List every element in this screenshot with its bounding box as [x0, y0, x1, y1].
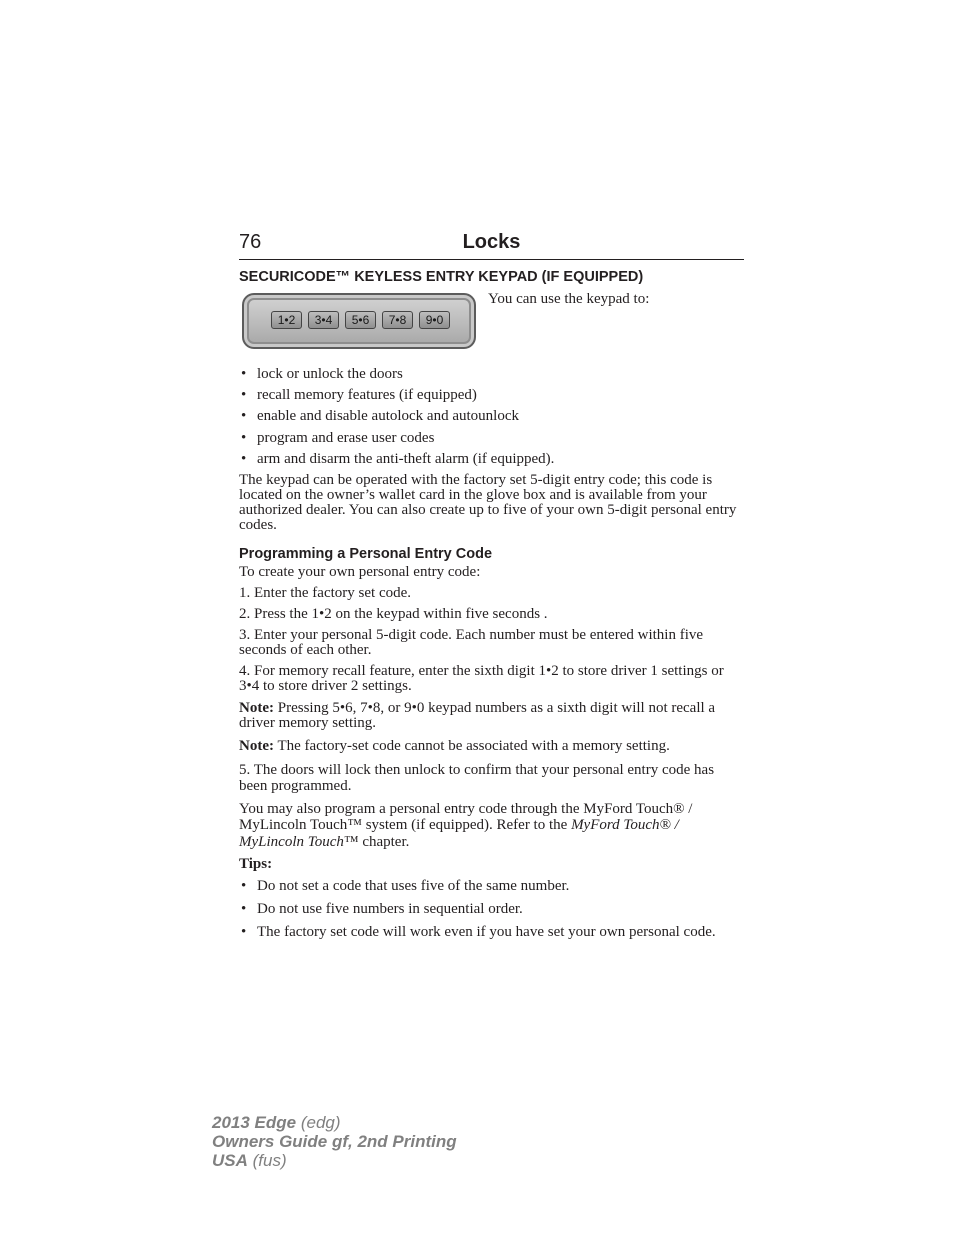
chapter-title: Locks: [462, 231, 521, 253]
myford-text: You may also program a personal entry code through the MyFord Touch® / MyLincoln Touch™ system (if equipped). Refer to the: [239, 800, 693, 834]
footer-market: USA: [212, 1151, 248, 1170]
list-item: • recall memory features (if equipped): [239, 388, 744, 403]
keypad-key: 5•6: [345, 311, 376, 329]
step-1: 1. Enter the factory set code.: [239, 584, 412, 601]
list-item: • enable and disable autolock and autounlock: [239, 409, 744, 424]
footer-model: 2013 Edge: [212, 1113, 297, 1132]
programming-lead: To create your own personal entry code:: [239, 563, 481, 580]
keypad-uses-list: [239, 367, 744, 467]
list-item: • Do not set a code that uses five of the same number.: [239, 879, 744, 894]
list-item: • program and erase user codes: [239, 431, 744, 446]
page-footer: [212, 1113, 457, 1170]
note-label: Note:: [239, 699, 274, 716]
step-5: 5. The doors will lock then unlock to confirm that your personal entry code has been programmed.: [239, 761, 715, 795]
list-item: • The factory set code will work even if you have set your own personal code.: [239, 925, 744, 940]
keypad-key: 1•2: [271, 311, 302, 329]
keypad-intro-block: [239, 290, 744, 366]
tips-list: [239, 879, 744, 940]
note-text: The factory-set code cannot be associated with a memory setting.: [273, 737, 670, 754]
step-3: 3. Enter your personal 5-digit code. Each number must be entered within five seconds of each other.: [239, 626, 704, 658]
keypad-key: 3•4: [308, 311, 339, 329]
step-2: 2. Press the 1•2 on the keypad within five seconds .: [239, 605, 548, 622]
manual-page: [239, 228, 744, 948]
myford-paragraph: [239, 801, 744, 851]
keypad-illustration: [242, 293, 476, 349]
footer-guide: Owners Guide gf, 2nd Printing: [212, 1132, 457, 1151]
note-1: [239, 701, 744, 731]
step-4: 4. For memory recall feature, enter the sixth digit 1•2 to store driver 1 settings or 3•4 to store driver 2 settings.: [239, 662, 724, 694]
page-header: [239, 228, 744, 260]
list-item: • Do not use five numbers in sequential order.: [239, 902, 744, 917]
note-label: Note:: [239, 737, 274, 754]
footer-line: [212, 1151, 457, 1170]
keypad-keys: [271, 311, 450, 329]
note-2: [239, 739, 744, 754]
tips-label: [239, 857, 744, 872]
myford-chapter-ref: MyFord Touch® / MyLincoln Touch: [239, 817, 679, 850]
list-item: • arm and disarm the anti-theft alarm (if equipped).: [239, 452, 744, 467]
keypad-intro-text: You can use the keypad to:: [488, 291, 650, 307]
factory-code-paragraph: The keypad can be operated with the factory set 5-digit entry code; this code is located on the owner’s wallet card in the glove box and is available from your authorized dealer. You can also create up to five of your own 5-digit personal entry codes.: [239, 471, 737, 533]
footer-line: [212, 1113, 457, 1132]
keypad-key: 7•8: [382, 311, 413, 329]
section-title: SECURICODE™ KEYLESS ENTRY KEYPAD (IF EQUIPPED): [239, 269, 644, 285]
myford-text: ™ chapter.: [343, 833, 410, 850]
keypad-key: 9•0: [419, 311, 450, 329]
page-number: 76: [239, 231, 262, 253]
footer-market-code: (fus): [247, 1151, 287, 1170]
note-text: Pressing 5•6, 7•8, or 9•0 keypad numbers as a sixth digit will not recall a driver memory setting.: [239, 699, 716, 731]
tips-label-text: Tips:: [239, 856, 273, 873]
subsection-title: Programming a Personal Entry Code: [239, 545, 493, 562]
footer-model-code: (edg): [296, 1113, 341, 1132]
footer-line: [212, 1132, 457, 1151]
list-item: • lock or unlock the doors: [239, 367, 744, 382]
